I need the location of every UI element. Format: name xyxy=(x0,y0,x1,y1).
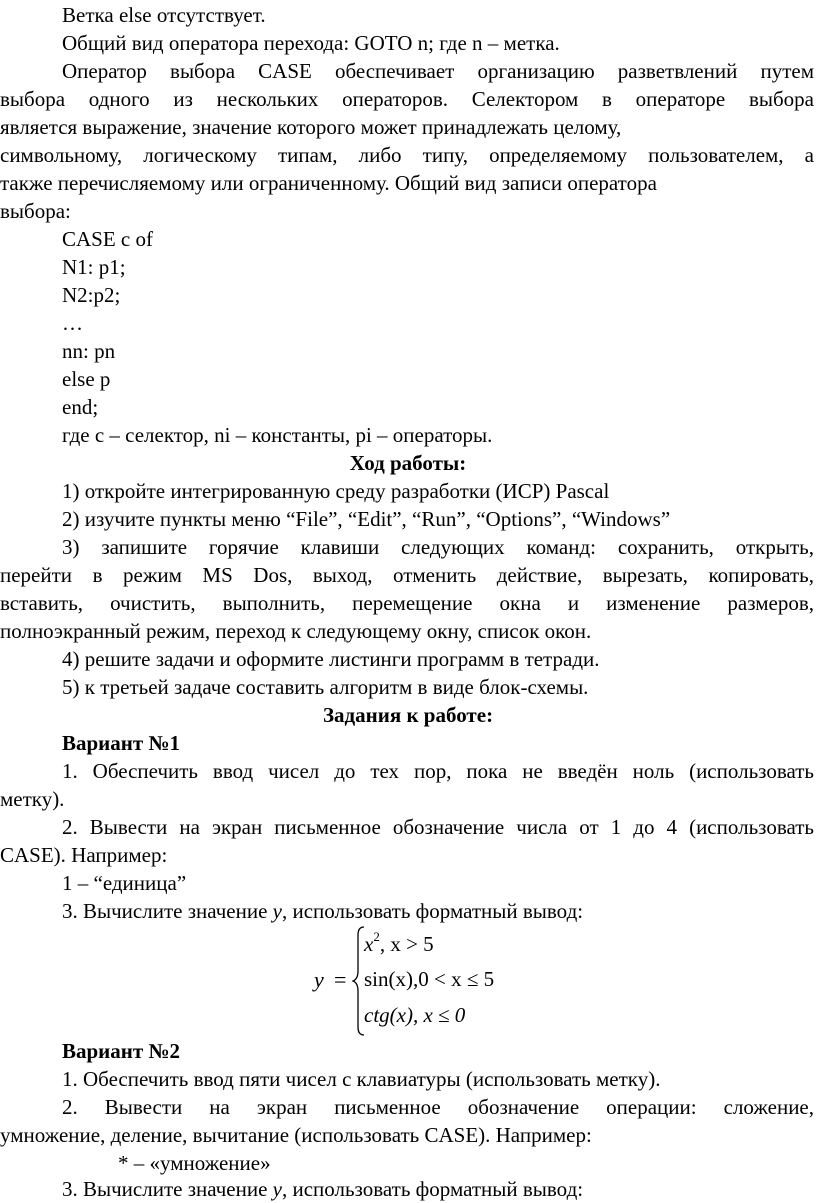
code-line: end; xyxy=(62,395,99,419)
variable-y: y xyxy=(272,899,282,923)
task-line: 2. Вывести на экран письменное обозначение числа от 1 до 4 (использовать xyxy=(62,815,814,839)
task-line: * – «умножение» xyxy=(118,1151,271,1175)
formula-base: x xyxy=(364,932,374,956)
variable-y: y xyxy=(272,1177,282,1201)
task-line: CASE). Например: xyxy=(0,843,168,867)
step-item: 5) к третьей задаче составить алгоритм в виде блок-схемы. xyxy=(62,675,589,699)
section-heading: Ход работы: xyxy=(349,451,467,475)
code-line: N1: p1; xyxy=(62,255,126,279)
code-line: else p xyxy=(62,367,111,391)
code-line: N2:p2; xyxy=(62,283,121,307)
task-text: , использовать форматный вывод: xyxy=(281,899,584,923)
task-text: , использовать форматный вывод: xyxy=(281,1177,584,1201)
text-line: Ветка else отсутствует. xyxy=(62,3,266,27)
task-line: 2. Вывести на экран письменное обозначение операции: сложение, xyxy=(62,1095,814,1119)
section-heading: Задания к работе: xyxy=(322,703,494,727)
step-item: 3) запишите горячие клавиши следующих команд: сохранить, открыть, xyxy=(62,535,814,559)
formula-case-2: sin(x),0 < x ≤ 5 xyxy=(364,967,495,991)
task-line: умножение, деление, вычитание (использовать CASE). Например: xyxy=(0,1123,592,1147)
step-item: 2) изучите пункты меню “File”, “Edit”, “Run”, “Options”, “Windows” xyxy=(62,507,671,531)
formula-case-1 xyxy=(364,931,434,957)
task-text: 3. Вычислите значение xyxy=(62,1177,273,1201)
text-line: символьному, логическому типам, либо типу, определяемому пользователем, а xyxy=(0,143,814,167)
text-line: где c – селектор, ni – константы, pi – операторы. xyxy=(62,423,493,447)
code-line: nn: pn xyxy=(62,339,116,363)
task-line: 1. Обеспечить ввод чисел до тех пор, пока не введён ноль (использовать xyxy=(62,759,814,783)
task-line: метку). xyxy=(0,787,65,811)
formula-equals: = xyxy=(334,967,347,992)
step-item: вставить, очистить, выполнить, перемещение окна и изменение размеров, xyxy=(0,591,814,615)
variant-title: Вариант №2 xyxy=(62,1039,181,1063)
step-item: 1) откройте интегрированную среду разработки (ИСР) Pascal xyxy=(62,479,610,503)
task-line: 1. Обеспечить ввод пяти чисел с клавиатуры (использовать метку). xyxy=(62,1067,661,1091)
variant-title: Вариант №1 xyxy=(62,731,181,755)
task-line xyxy=(0,898,816,925)
text-line: выбора: xyxy=(0,199,71,223)
step-item: 4) решите задачи и оформите листинги программ в тетради. xyxy=(62,647,600,671)
text-line: является выражение, значение которого может принадлежать целому, xyxy=(0,115,622,139)
formula-condition: , x > 5 xyxy=(379,932,434,956)
text-line: также перечисляемому или ограниченному. Общий вид записи оператора xyxy=(0,171,657,195)
step-item: перейти в режим MS Dos, выход, отменить действие, вырезать, копировать, xyxy=(0,563,814,587)
step-item: полноэкранный режим, переход к следующему окну, список окон. xyxy=(0,619,592,643)
task-line: 1 – “единица” xyxy=(62,871,187,895)
task-text: 3. Вычислите значение xyxy=(62,899,273,923)
formula-case-3: ctg(x), x ≤ 0 xyxy=(364,1003,466,1027)
text-line: Общий вид оператора перехода: GOTO n; где n – метка. xyxy=(62,31,560,55)
piecewise-formula xyxy=(310,925,530,1037)
code-line: … xyxy=(62,311,83,335)
text-line: выбора одного из нескольких операторов. Селектором в операторе выбора xyxy=(0,87,814,111)
formula-exponent: 2 xyxy=(373,929,380,944)
text-line: Оператор выбора CASE обеспечивает организацию разветвлений путем xyxy=(62,59,814,83)
code-line: CASE c of xyxy=(62,227,153,251)
formula-lhs: y xyxy=(314,967,324,992)
task-line xyxy=(0,1176,816,1203)
